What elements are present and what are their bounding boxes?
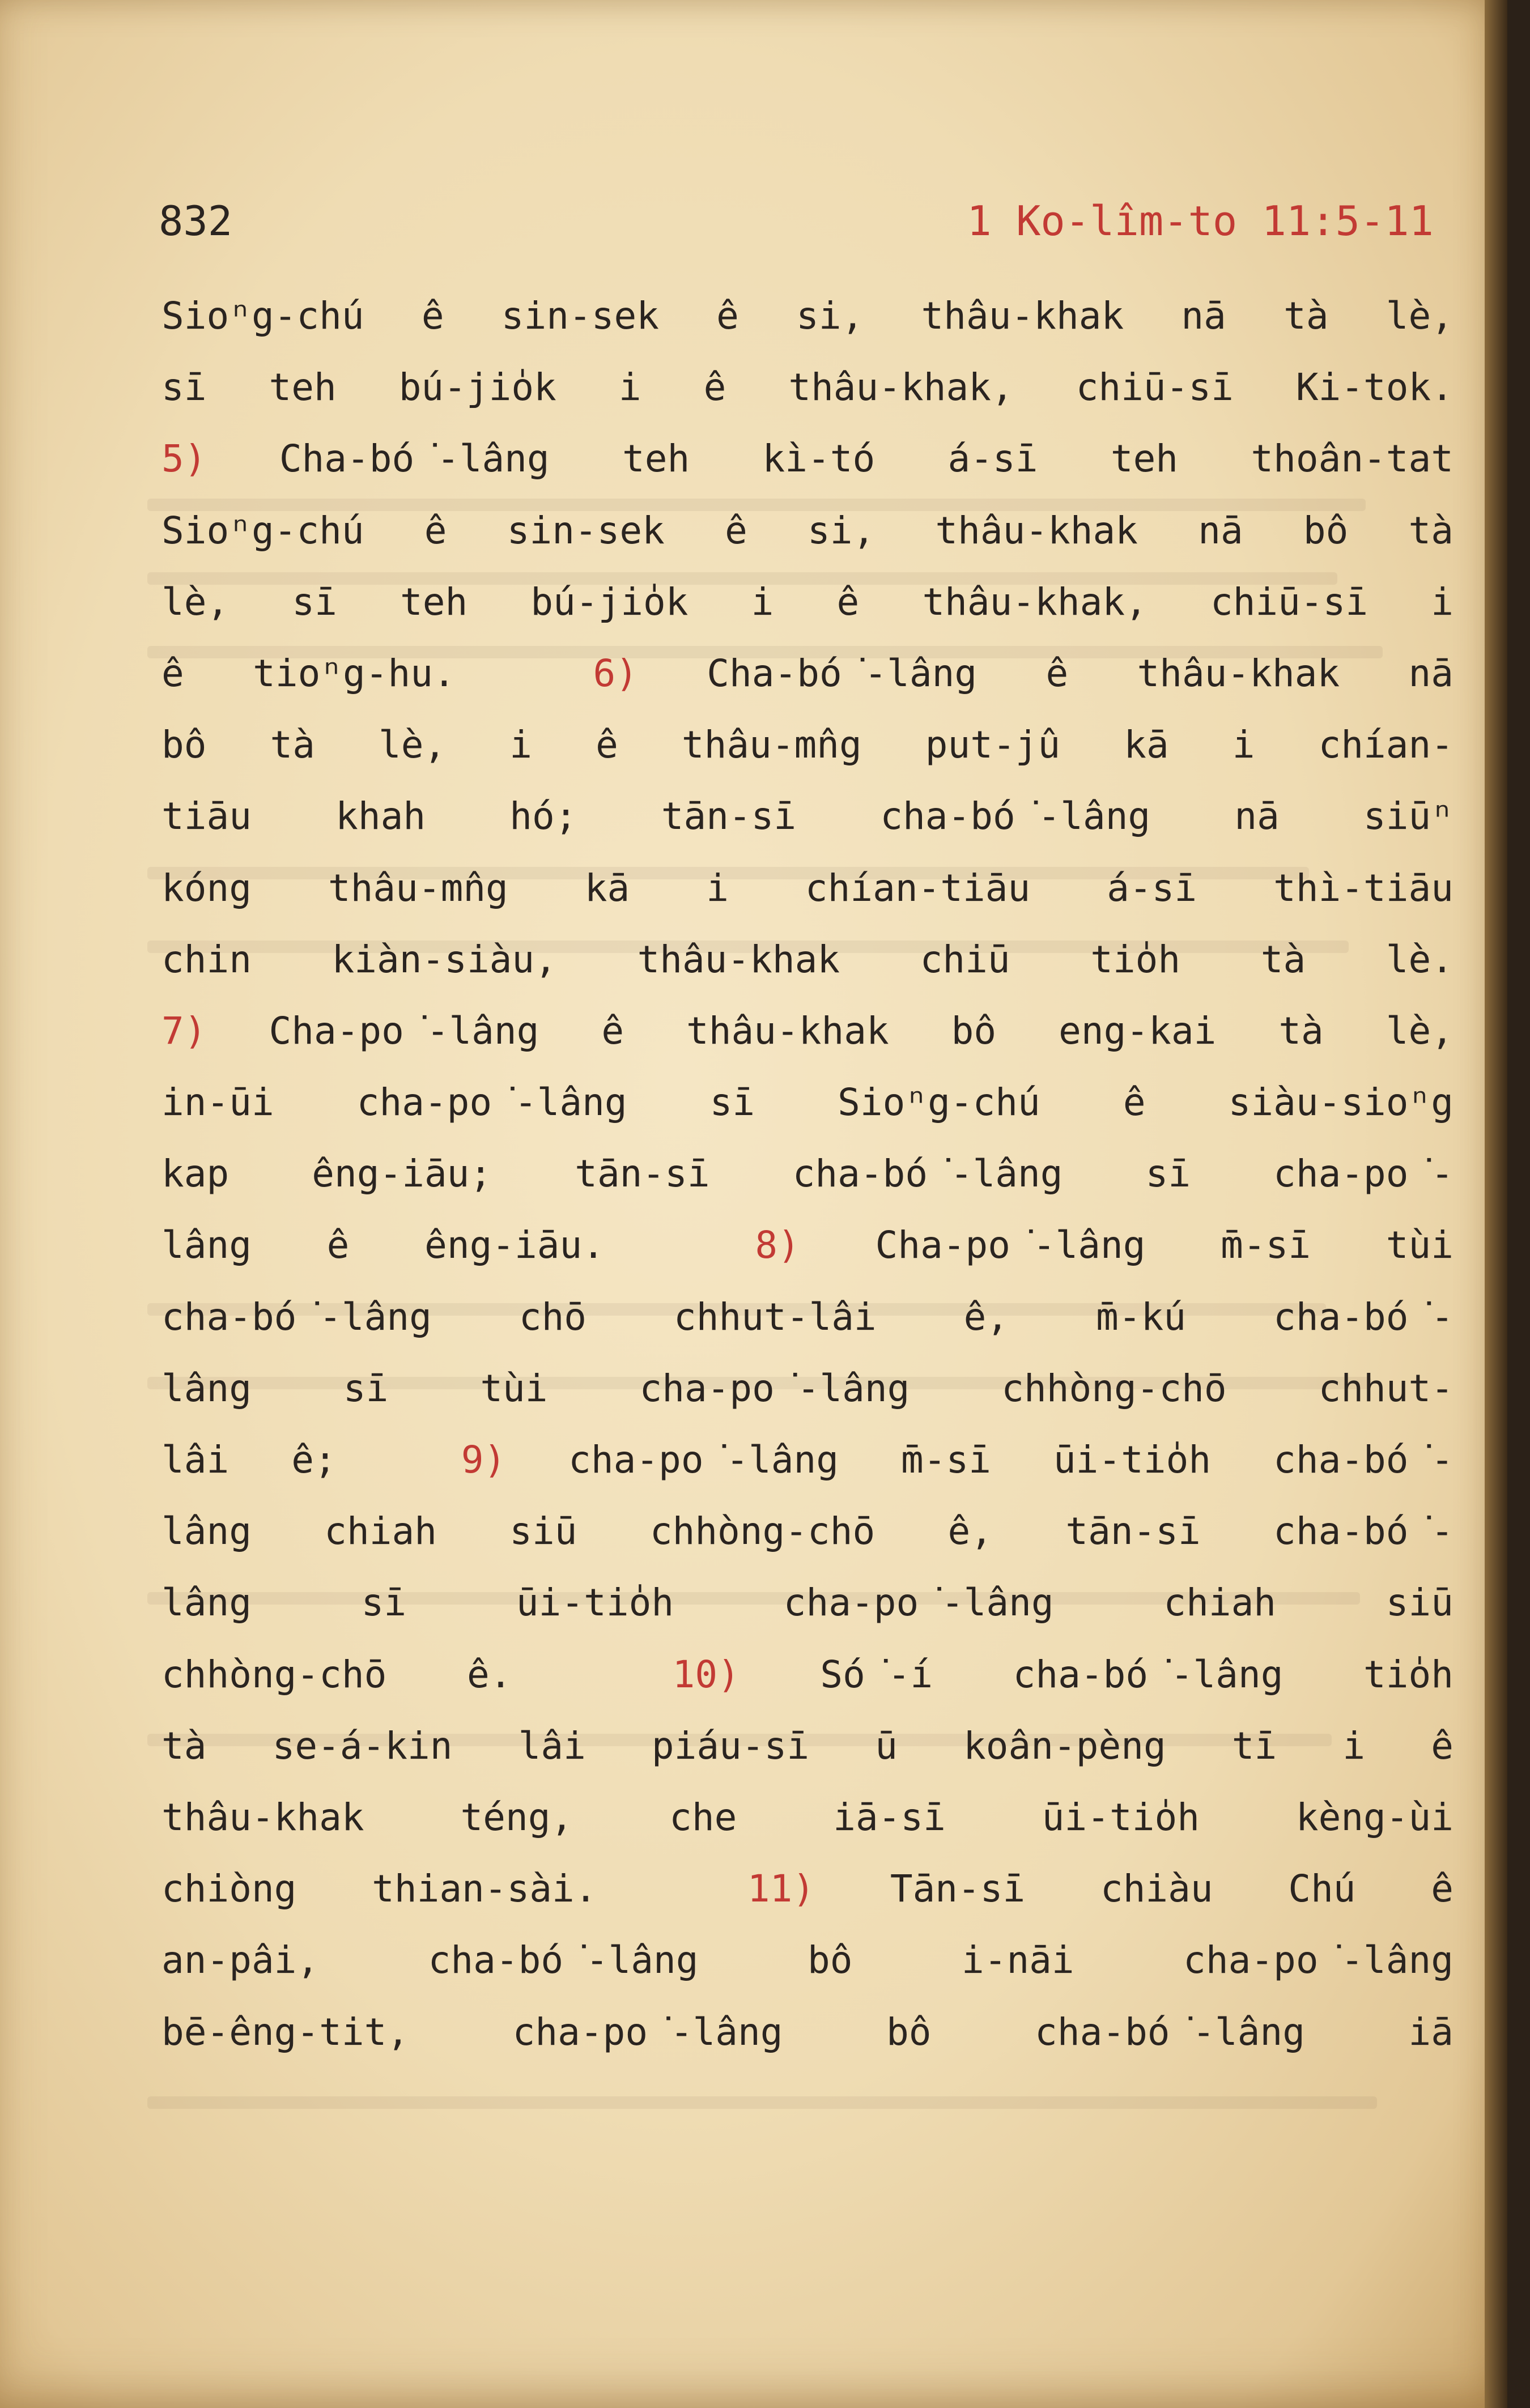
- verse-text-segment: chin kiàn-siàu, thâu-khak chiū tio̍h tà lè.: [162, 937, 1454, 981]
- verse-text-segment: kap êng-iāu; tān-sī cha-bó͘-lâng sī cha-po͘-: [162, 1152, 1454, 1196]
- text-line: [162, 1711, 1454, 1782]
- verse-text-segment: lâi ê;: [162, 1438, 461, 1482]
- verse-text-segment: lâng sī tùi cha-po͘-lâng chhòng-chō chhut-: [162, 1366, 1454, 1410]
- text-line: [162, 1782, 1454, 1853]
- text-line: [162, 1067, 1454, 1138]
- text-line: [162, 1639, 1454, 1711]
- verse-text-segment: lâng ê êng-iāu.: [162, 1223, 755, 1267]
- text-line: [162, 352, 1454, 423]
- text-line: [162, 924, 1454, 995]
- text-line: [162, 1424, 1454, 1496]
- verse-number: 9): [461, 1438, 507, 1482]
- verse-number: 5): [162, 437, 207, 481]
- text-line: [162, 495, 1454, 567]
- verse-text-segment: sī teh bú-jio̍k i ê thâu-khak, chiū-sī Ki-tok.: [162, 365, 1454, 410]
- text-line: [162, 1925, 1454, 1996]
- verse-text-segment: Cha-bó͘-lâng ê thâu-khak nā: [638, 651, 1454, 695]
- text-line: [162, 1210, 1454, 1281]
- verse-text-segment: an-pâi, cha-bó͘-lâng bô i-nāi cha-po͘-lâng: [162, 1938, 1454, 1982]
- page-number: 832: [159, 197, 233, 245]
- verse-text-segment: lâng sī ūi-tio̍h cha-po͘-lâng chiah siū: [162, 1581, 1454, 1625]
- verse-text-segment: thâu-khak téng, che iā-sī ūi-tio̍h kèng-ùi: [162, 1795, 1454, 1839]
- verse-text-segment: Sioⁿg-chú ê sin-sek ê si, thâu-khak nā bô tà: [162, 508, 1454, 552]
- text-line: [162, 423, 1454, 495]
- verse-number: 7): [162, 1009, 207, 1053]
- text-line: [162, 1567, 1454, 1639]
- verse-text-segment: cha-po͘-lâng m̄-sī ūi-tio̍h cha-bó͘-: [506, 1438, 1454, 1482]
- verse-text-segment: in-ūi cha-po͘-lâng sī Sioⁿg-chú ê siàu-sioⁿg: [162, 1080, 1454, 1125]
- verse-text-segment: lè, sī teh bú-jio̍k i ê thâu-khak, chiū-sī i: [162, 580, 1454, 624]
- verse-text-segment: Cha-po͘-lâng ê thâu-khak bô eng-kai tà lè,: [206, 1009, 1454, 1053]
- verse-text-segment: Tān-sī chiàu Chú ê: [815, 1867, 1454, 1911]
- verse-text-segment: tiāu khah hó; tān-sī cha-bó͘-lâng nā siūⁿ: [162, 794, 1454, 839]
- text-line: [162, 638, 1454, 709]
- running-head: 1 Ko-lîm-to 11:5-11: [967, 197, 1434, 245]
- verse-text-segment: ê tioⁿg-hu.: [162, 651, 593, 695]
- text-line: [162, 280, 1454, 352]
- verse-text-segment: Sioⁿg-chú ê sin-sek ê si, thâu-khak nā tà lè,: [162, 294, 1454, 338]
- verse-text-segment: bô tà lè, i ê thâu-mn̂g put-jû kā i chían-: [162, 723, 1454, 767]
- verse-text-segment: chiòng thian-sài.: [162, 1867, 747, 1911]
- verse-text: [162, 280, 1454, 2068]
- text-line: [162, 995, 1454, 1067]
- verse-number: 8): [755, 1223, 800, 1267]
- verse-text-segment: cha-bó͘-lâng chō chhut-lâi ê, m̄-kú cha-bó͘-: [162, 1295, 1454, 1339]
- text-line: [162, 781, 1454, 852]
- text-line: [162, 1353, 1454, 1424]
- verse-text-segment: Cha-po͘-lâng m̄-sī tùi: [800, 1223, 1454, 1267]
- verse-number: 11): [747, 1867, 815, 1911]
- text-line: [162, 1282, 1454, 1353]
- text-line: [162, 567, 1454, 638]
- verse-number: 10): [672, 1652, 740, 1696]
- text-line: [162, 1138, 1454, 1210]
- page-edge: [1485, 0, 1507, 2408]
- page-header: [159, 190, 1434, 252]
- verse-text-segment: chhòng-chō ê.: [162, 1652, 673, 1696]
- text-line: [162, 853, 1454, 924]
- text-line: [162, 1496, 1454, 1567]
- verse-text-segment: lâng chiah siū chhòng-chō ê, tān-sī cha-bó͘-: [162, 1509, 1454, 1554]
- verse-text-segment: Só͘-í cha-bó͘-lâng tio̍h: [740, 1652, 1454, 1696]
- text-line: [162, 1997, 1454, 2068]
- verse-text-segment: tà se-á-kin lâi piáu-sī ū koân-pèng tī i ê: [162, 1724, 1454, 1768]
- text-line: [162, 709, 1454, 781]
- verse-text-segment: bē-êng-tit, cha-po͘-lâng bô cha-bó͘-lâng iā: [162, 2010, 1454, 2054]
- text-line: [162, 1853, 1454, 1925]
- verse-text-segment: kóng thâu-mn̂g kā i chían-tiāu á-sī thì-tiāu: [162, 866, 1454, 910]
- verse-number: 6): [593, 651, 638, 695]
- verse-text-segment: Cha-bó͘-lâng teh kì-tó á-sī teh thoân-tat: [206, 437, 1454, 481]
